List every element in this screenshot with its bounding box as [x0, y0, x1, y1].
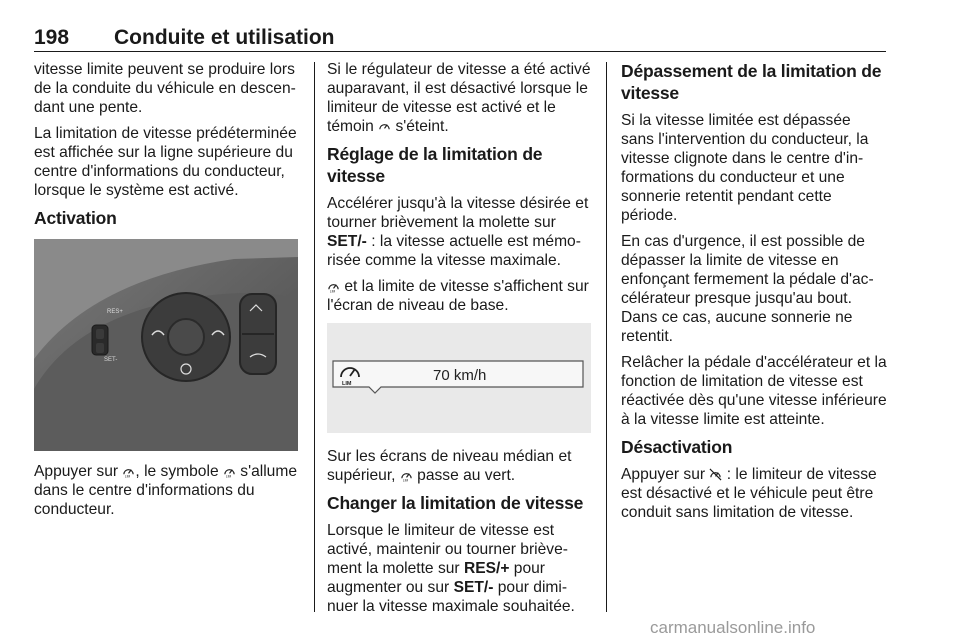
page-number: 198: [34, 26, 70, 49]
heading-reglage: Réglage de la limitation de vitesse: [327, 144, 543, 186]
lim-text: LIM: [225, 474, 232, 478]
column-divider-2: [606, 62, 607, 612]
heading-desactivation: Désactivation: [621, 437, 733, 457]
header-rule: [34, 51, 886, 52]
paragraph: En cas d'urgence, il est possible de dépasser la limite de vitesse en enfonçant fermement la pédale d'accélérateur presque jusqu'au bout. Dans ce cas, aucune sonnerie ne retentit.: [621, 233, 874, 345]
paragraph: Si la vitesse limitée est dépassée sans l'intervention du conducteur, la vitesse clignote dans le centre d'informations du conducteur et une sonnerie retentit pendant cette période.: [621, 112, 869, 224]
paragraph: Sur les écrans de niveau médian et supérieur, LIM passe au vert.: [327, 448, 572, 484]
lim-text: LIM: [329, 289, 336, 293]
paragraph: La limitation de vitesse prédéterminée est affichée sur la ligne supérieure du centre d'informations du conducteur, lorsque le système est activé.: [34, 125, 297, 199]
column-2: [327, 60, 591, 623]
paragraph: Appuyer sur LIM , le symbole LIM s'allume dans le centre d'informations du conducteur.: [34, 463, 298, 518]
column-1: [34, 60, 300, 526]
paragraph: Si le régulateur de vitesse a été activé auparavant, il est désactivé lorsque le limiteur de vitesse est activé et le témoin s'éteint.: [327, 61, 591, 135]
speed-limiter-icon: [223, 465, 236, 478]
heading-activation: Activation: [34, 208, 117, 228]
speed-limiter-icon: [400, 469, 413, 482]
cruise-control-icon: [378, 120, 391, 133]
column-3: [621, 60, 887, 529]
set-label: SET-: [104, 357, 118, 363]
paragraph: LIM et la limite de vitesse s'affichent sur l'écran de niveau de base.: [327, 278, 589, 314]
speed-limiter-off-icon: [709, 468, 722, 481]
paragraph: Relâcher la pédale d'accélérateur et la fonction de limitation de vitesse est réactivée dès qu'une vitesse inférieure à la vitesse limite est atteinte.: [621, 354, 887, 428]
speed-limiter-icon: [327, 280, 340, 293]
heading-depassement: Dépassement de la limitation de vitesse: [621, 61, 882, 103]
paragraph: Lorsque le limiteur de vitesse est activé, maintenir ou tourner brièvement la molette sur RES/+ pour augmenter ou sur SET/- pour diminuer la vitesse maximale souhaitée.: [327, 522, 575, 615]
heading-changer: Changer la limitation de vitesse: [327, 493, 584, 513]
lim-text: LIM: [125, 474, 131, 478]
display-speed: 70 km/h: [433, 367, 487, 384]
paragraph: Appuyer sur : le limiteur de vitesse est désactivé et le véhicule peut être conduit sans limitation de vitesse.: [621, 466, 877, 521]
column-divider-1: [314, 62, 315, 612]
lim-text: LIM: [342, 381, 352, 387]
paragraph: vitesse limite peuvent se produire lors de la conduite du véhicule en descendant une pente.: [34, 61, 296, 116]
paragraph: Accélérer jusqu'à la vitesse désirée et tourner brièvement la molette sur SET/- : la vitesse actuelle est mémorisée comme la vitesse maximale.: [327, 195, 589, 269]
watermark: carmanualsonline.info: [650, 618, 816, 637]
speed-limiter-icon: [122, 465, 135, 478]
lim-text: LIM: [402, 478, 409, 482]
dashboard-display-image: [327, 323, 591, 433]
steering-wheel-controls-image: [34, 239, 298, 451]
page-header: [34, 26, 886, 52]
res-label: RES+: [107, 309, 123, 315]
page-title: Conduite et utilisation: [114, 26, 335, 49]
